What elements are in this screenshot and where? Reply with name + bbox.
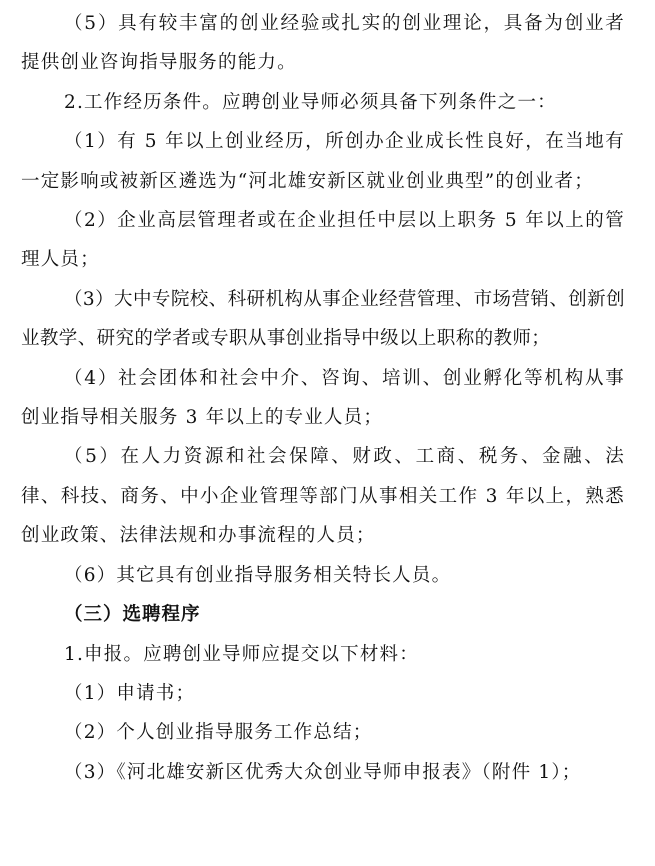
section-heading: （三）选聘程序 — [64, 604, 201, 626]
paragraph-condition-5: （5）在人力资源和社会保障、财政、工商、税务、金融、法律、科技、商务、中小企业管理等部门从事相关工作 3 年以上，熟悉创业政策、法律法规和办事流程的人员； — [21, 446, 625, 547]
paragraph-condition-6: （6）其它具有创业指导服务相关特长人员。 — [64, 564, 452, 586]
paragraph-work-history-intro: 2.工作经历条件。应聘创业导师必须具备下列条件之一： — [64, 91, 557, 113]
paragraph-condition-3: （3）大中专院校、科研机构从事企业经营管理、市场营销、创新创业教学、研究的学者或专职从事创业指导中级以上职称的教师； — [21, 288, 625, 350]
paragraph-condition-2: （2）企业高层管理者或在企业担任中层以上职务 5 年以上的管理人员； — [21, 210, 625, 271]
paragraph-condition-4: （4）社会团体和社会中介、咨询、培训、创业孵化等机构从事创业指导相关服务 3 年以上的专业人员； — [21, 367, 625, 429]
list-item-work-summary: （2）个人创业指导服务工作总结； — [64, 722, 373, 744]
list-item-application-form: （3）《河北雄安新区优秀大众创业导师申报表》（附件 1）； — [64, 761, 582, 783]
paragraph-condition-1: （1）有 5 年以上创业经历，所创办企业成长性良好，在当地有一定影响或被新区遴选为“河北雄安新区就业创业典型”的创业者； — [21, 131, 625, 192]
paragraph-application-intro: 1.申报。应聘创业导师应提交以下材料： — [64, 643, 419, 665]
list-item-application-letter: （1）申请书； — [64, 682, 196, 704]
paragraph-experience-theory: （5）具有较丰富的创业经验或扎实的创业理论，具备为创业者提供创业咨询指导服务的能力。 — [21, 13, 625, 74]
